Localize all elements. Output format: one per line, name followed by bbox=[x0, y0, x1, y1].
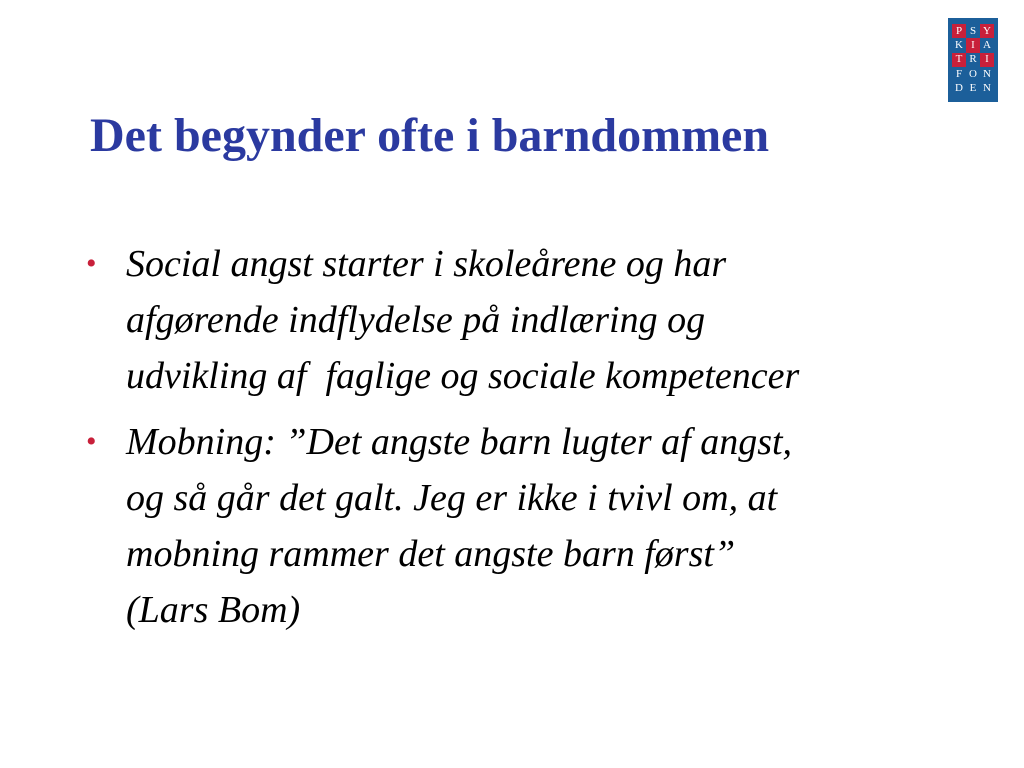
logo-letter: F bbox=[955, 67, 963, 80]
bullet-text-line: Social angst starter i skoleårene og har bbox=[126, 243, 727, 285]
logo-letter-grid bbox=[952, 24, 994, 96]
slide-title: Det begynder ofte i barndommen bbox=[90, 109, 770, 162]
logo-letter: T bbox=[952, 53, 966, 67]
bullet-item bbox=[86, 236, 966, 404]
logo-letter: N bbox=[983, 67, 991, 80]
bullet-text-line: mobning rammer det angste barn først” bbox=[126, 533, 736, 575]
bullet-text-line: afgørende indflydelse på indlæring og bbox=[126, 299, 706, 341]
logo-letter: D bbox=[955, 82, 963, 95]
logo-letter: E bbox=[969, 82, 977, 95]
bullet-text-line: (Lars Bom) bbox=[126, 589, 301, 631]
logo-letter: R bbox=[969, 53, 977, 66]
logo-letter: S bbox=[969, 24, 977, 37]
logo-letter: Y bbox=[980, 24, 994, 38]
logo-letter: A bbox=[983, 39, 991, 52]
logo-letter: K bbox=[955, 39, 963, 52]
logo-letter: I bbox=[980, 53, 994, 67]
logo-letter: P bbox=[952, 24, 966, 38]
bullet-text-line: udvikling af faglige og sociale kompetencer bbox=[126, 355, 800, 397]
logo-letter: I bbox=[966, 38, 980, 52]
logo-letter: N bbox=[983, 82, 991, 95]
bullet-dot-icon: • bbox=[86, 425, 97, 458]
bullet-dot-icon: • bbox=[86, 247, 97, 280]
bullet-text-line: og så går det galt. Jeg er ikke i tvivl om, at bbox=[126, 477, 778, 519]
bullet-item bbox=[86, 414, 966, 638]
logo-letter: O bbox=[969, 67, 977, 80]
psykiatrifonden-logo bbox=[948, 18, 998, 102]
bullet-text-line: Mobning: ”Det angste barn lugter af angst, bbox=[126, 421, 793, 463]
bullet-list bbox=[86, 236, 966, 648]
